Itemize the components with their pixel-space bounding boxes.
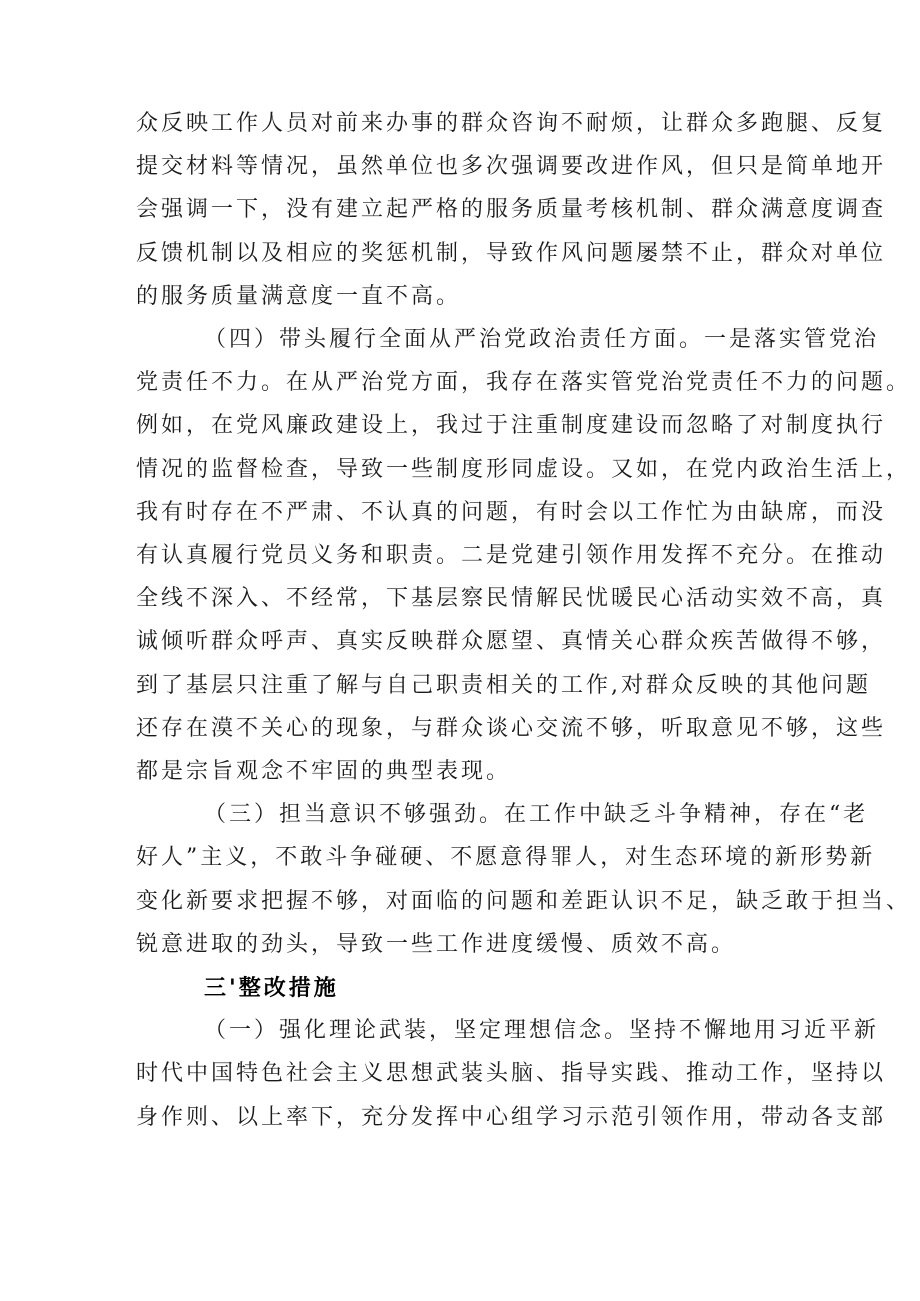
text-line: 的服务质量满意度一直不高。 [136, 283, 462, 309]
text-line: 身作则、以上率下，充分发挥中心组学习示范引领作用，带动各支部 [136, 1104, 887, 1130]
text-line: 到了基层只注重了解与自己职责相关的工作,对群众反映的其他问题 [136, 672, 871, 698]
text-line: 反馈机制以及相应的奖惩机制，导致作风问题屡禁不止，群众对单位 [136, 240, 887, 266]
text-line: 变化新要求把握不够，对面临的问题和差距认识不足，缺乏敢于担当、 [136, 888, 912, 914]
text-line: 我有时存在不严肃、不认真的问题，有时会以工作忙为由缺席，而没 [136, 499, 887, 525]
text-line: 例如，在党风廉政建设上，我过于注重制度建设而忽略了对制度执行 [136, 413, 887, 439]
section-heading: 三'整改措施 [204, 975, 339, 1001]
text-line: 诚倾听群众呼声、真实反映群众愿望、真情关心群众疾苦做得不够， [136, 629, 887, 655]
text-line: 众反映工作人员对前来办事的群众咨询不耐烦，让群众多跑腿、反复 [136, 111, 887, 136]
text-line: 情况的监督检查，导致一些制度形同虚设。又如，在党内政治生活上， [136, 456, 912, 482]
text-line: （一）强化理论武装，坚定理想信念。坚持不懈地用习近平新 [204, 1018, 880, 1044]
text-line: （四）带头履行全面从严治党政治责任方面。一是落实管党治 [204, 327, 880, 352]
text-line: 好人”主义，不敢斗争碰硬、不愿意得罪人，对生态环境的新形势新 [136, 845, 876, 871]
text-line: 都是宗旨观念不牢固的典型表现。 [136, 759, 512, 784]
text-line: 会强调一下，没有建立起严格的服务质量考核机制、群众满意度调查 [136, 197, 887, 223]
text-line: 锐意进取的劲头，导致一些工作进度缓慢、质效不高。 [136, 931, 737, 957]
text-line: 提交材料等情况，虽然单位也多次强调要改进作风，但只是简单地开 [136, 154, 887, 180]
text-line: 全线不深入、不经常，下基层察民情解民忧暖民心活动实效不高，真 [136, 586, 887, 612]
text-line: （三）担当意识不够强劲。在工作中缺乏斗争精神，存在“老 [204, 802, 869, 828]
text-line: 党责任不力。在从严治党方面，我存在落实管党治党责任不力的问题。 [136, 370, 912, 396]
document-body [136, 0, 912, 1301]
text-line: 有认真履行党员义务和职责。二是党建引领作用发挥不充分。在推动 [136, 543, 887, 568]
text-line: 时代中国特色社会主义思想武装头脑、指导实践、推动工作，坚持以 [136, 1061, 887, 1087]
text-line: 还存在漠不关心的现象，与群众谈心交流不够，听取意见不够，这些 [136, 715, 887, 741]
